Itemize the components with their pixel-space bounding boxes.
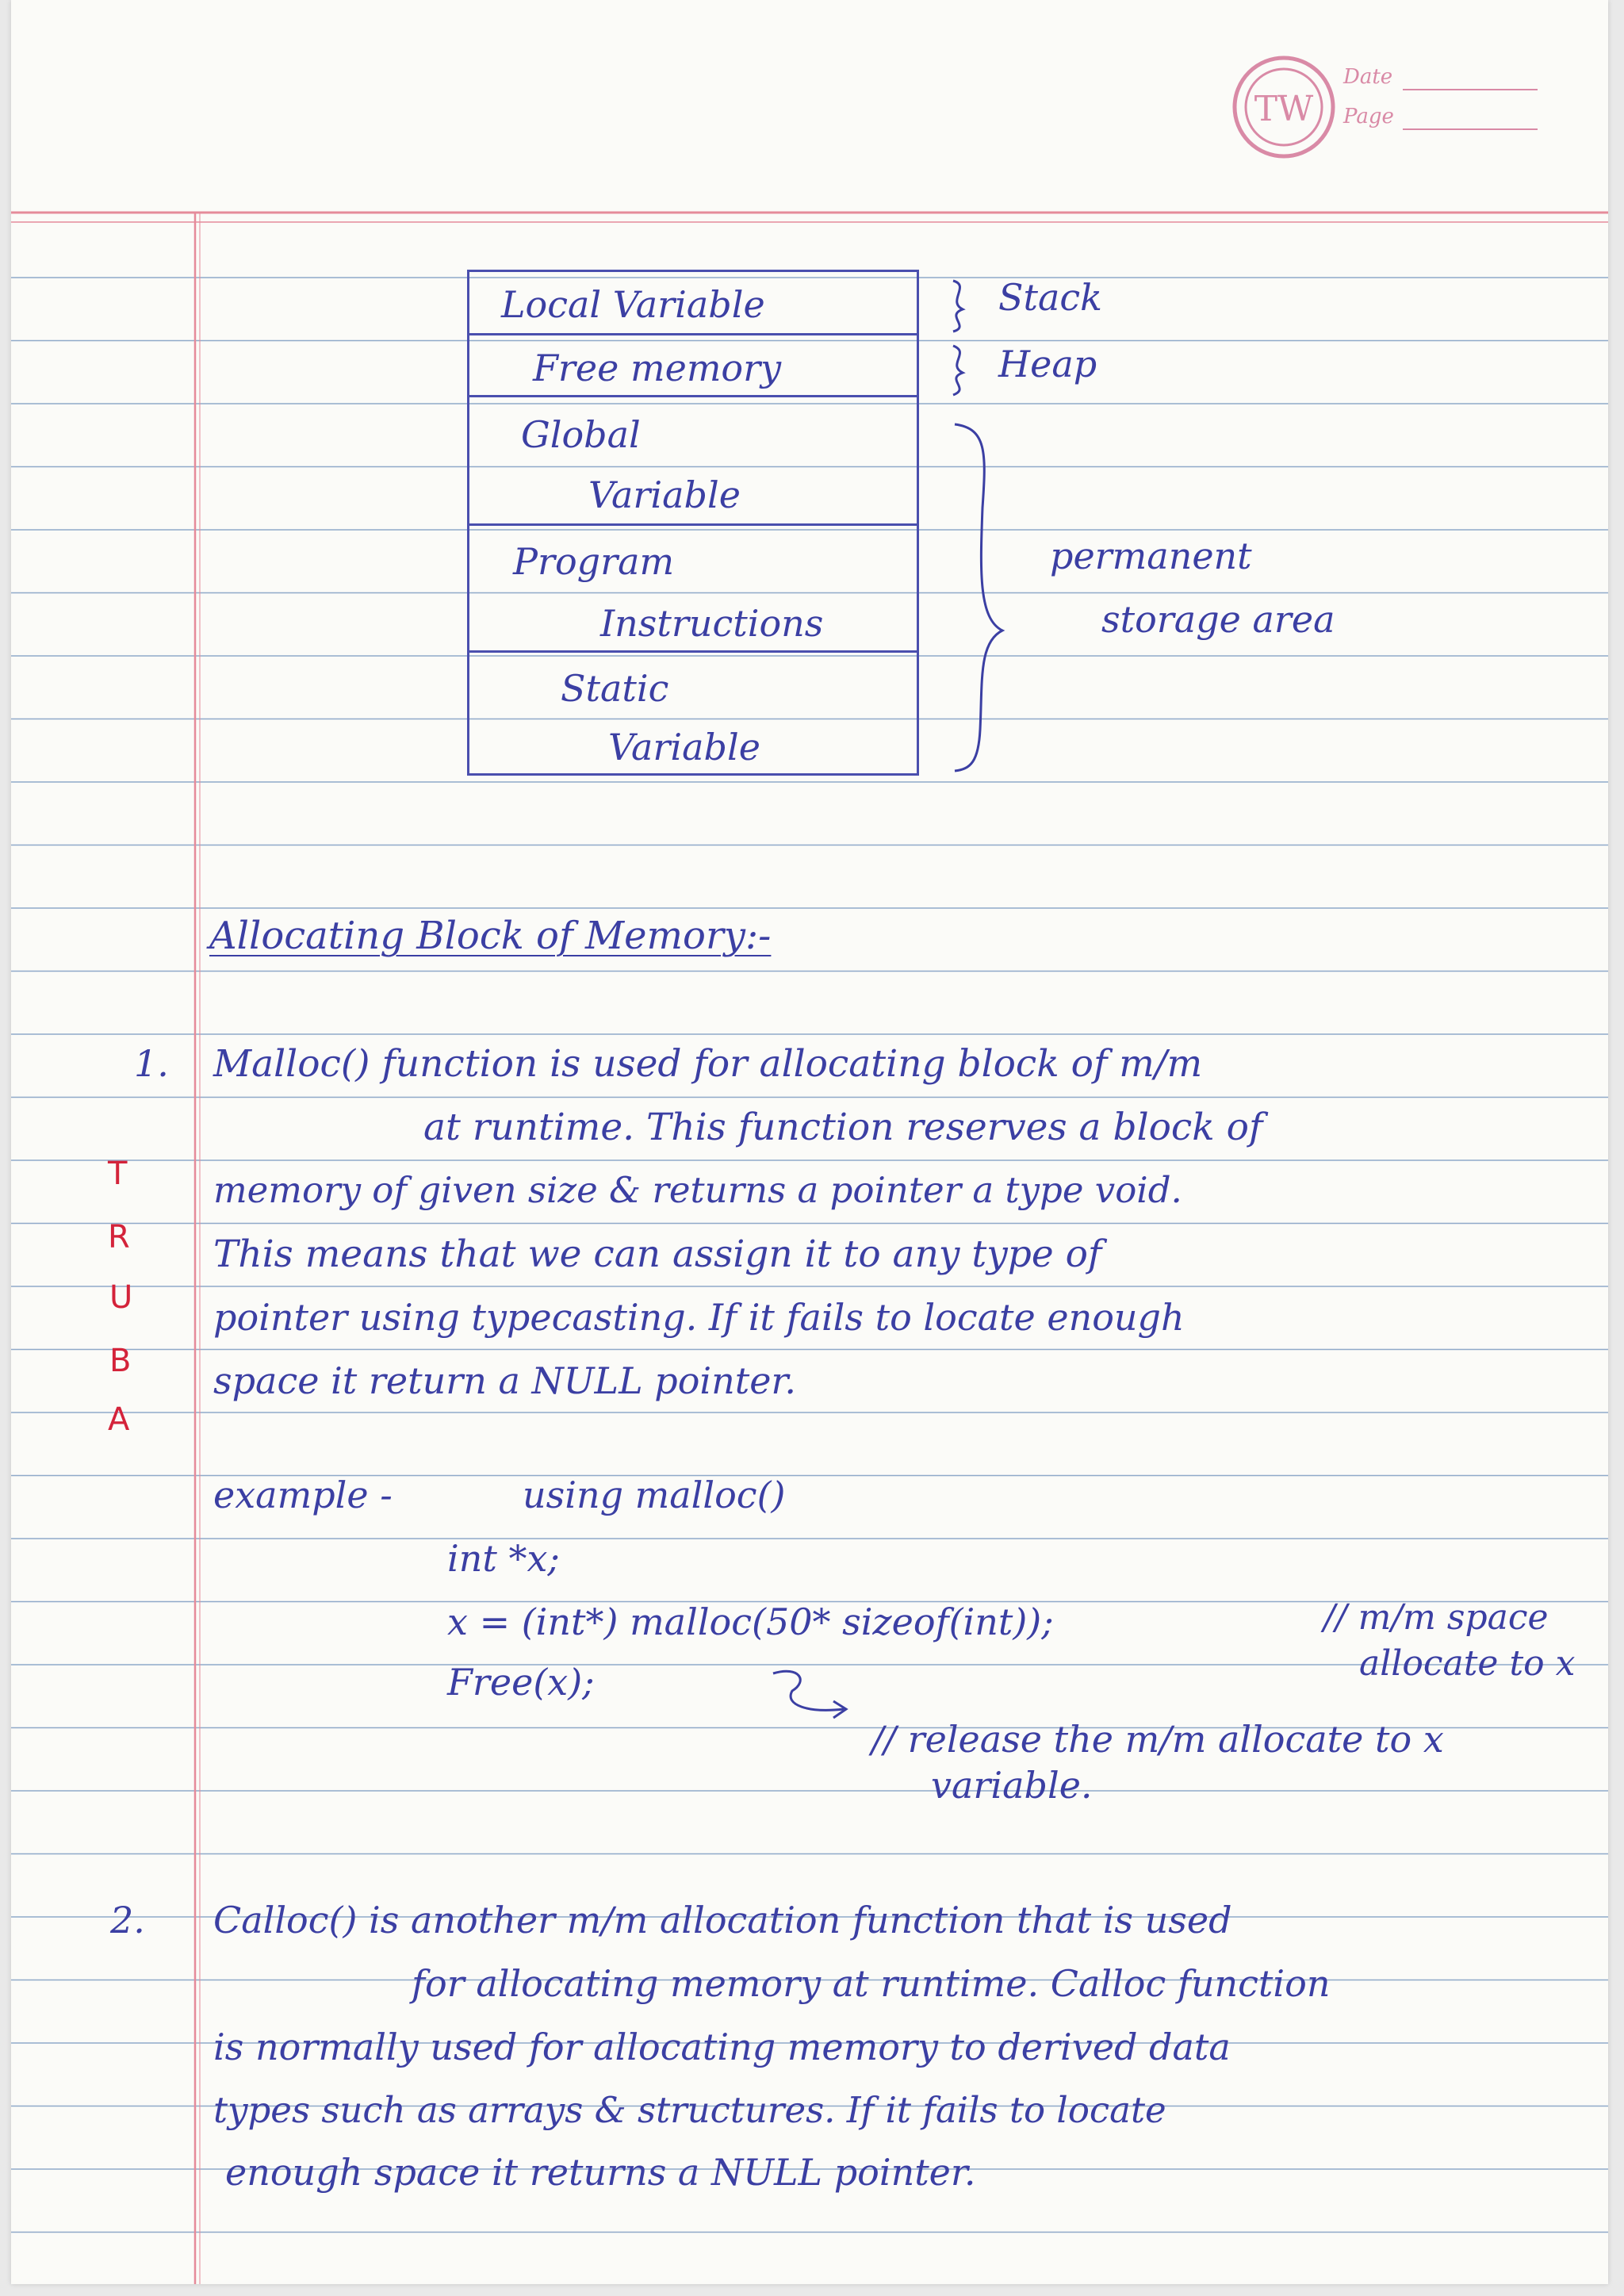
margin-letter: R <box>108 1219 130 1255</box>
logo-letters: TW <box>1254 89 1314 129</box>
cell-text: Global <box>521 413 641 456</box>
page-line <box>1403 128 1538 130</box>
item2-line: types such as arrays & structures. If it fails to locate <box>213 2089 1166 2131</box>
table-row-static-variable <box>469 653 917 773</box>
table-row-free-memory <box>469 335 917 397</box>
item-number: 2. <box>110 1899 145 1941</box>
item1-line: pointer using typecasting. If it fails to locate enough <box>213 1296 1185 1339</box>
code-line: Free(x); <box>447 1661 595 1704</box>
cell-text: Instructions <box>600 602 824 645</box>
item1-line: at runtime. This function reserves a block of <box>423 1106 1263 1149</box>
item2-line: enough space it returns a NULL pointer. <box>225 2151 976 2194</box>
date-label: Date <box>1343 65 1393 89</box>
item1-line: memory of given size & returns a pointer a type void. <box>213 1169 1182 1211</box>
margin-letter: U <box>109 1279 133 1316</box>
storage-area-label: storage area <box>1101 598 1335 641</box>
permanent-label: permanent <box>1050 535 1252 577</box>
code-line: int *x; <box>447 1537 560 1580</box>
item1-line: space it return a NULL pointer. <box>213 1359 796 1402</box>
code-line: x = (int*) malloc(50* sizeof(int)); <box>447 1600 1054 1643</box>
cell-text: Free memory <box>533 347 782 389</box>
item1-line: Malloc() function is used for allocating block of m/m <box>213 1042 1203 1086</box>
item-number: 1. <box>134 1042 169 1085</box>
cell-text: Local Variable <box>501 283 765 326</box>
code-comment: // m/m space <box>1323 1597 1549 1638</box>
item1-line: This means that we can assign it to any type of <box>213 1232 1102 1276</box>
cell-text: Program <box>513 540 675 583</box>
table-row-program-instructions <box>469 526 917 653</box>
margin-letter: B <box>109 1343 132 1379</box>
item2-line: is normally used for allocating memory to derived data <box>213 2026 1231 2068</box>
arrow-icon <box>768 1665 856 1729</box>
section-title: Allocating Block of Memory:- <box>209 914 772 958</box>
cell-text: Variable <box>588 473 741 516</box>
memory-layout-table <box>467 270 919 776</box>
item2-line: Calloc() is another m/m allocation function that is used <box>213 1899 1232 1941</box>
margin-letter: A <box>108 1401 130 1438</box>
cell-text: Static <box>561 667 669 710</box>
cell-text: Variable <box>608 726 760 769</box>
code-comment: variable. <box>931 1764 1093 1807</box>
code-comment: allocate to x <box>1359 1643 1576 1684</box>
code-comment: // release the m/m allocate to x <box>871 1718 1444 1761</box>
item2-line: for allocating memory at runtime. Calloc function <box>412 1962 1331 2005</box>
notebook-page <box>11 0 1608 2284</box>
margin-letter: T <box>108 1156 128 1192</box>
brand-logo-icon <box>1224 48 1343 167</box>
table-row-local-variable <box>469 272 917 335</box>
example-heading: using malloc() <box>523 1474 786 1516</box>
date-line <box>1403 89 1538 90</box>
stack-label: Stack <box>998 276 1103 319</box>
example-label: example - <box>213 1474 393 1516</box>
table-row-global-variable <box>469 397 917 526</box>
page-label: Page <box>1343 105 1394 128</box>
heap-label: Heap <box>998 343 1097 385</box>
